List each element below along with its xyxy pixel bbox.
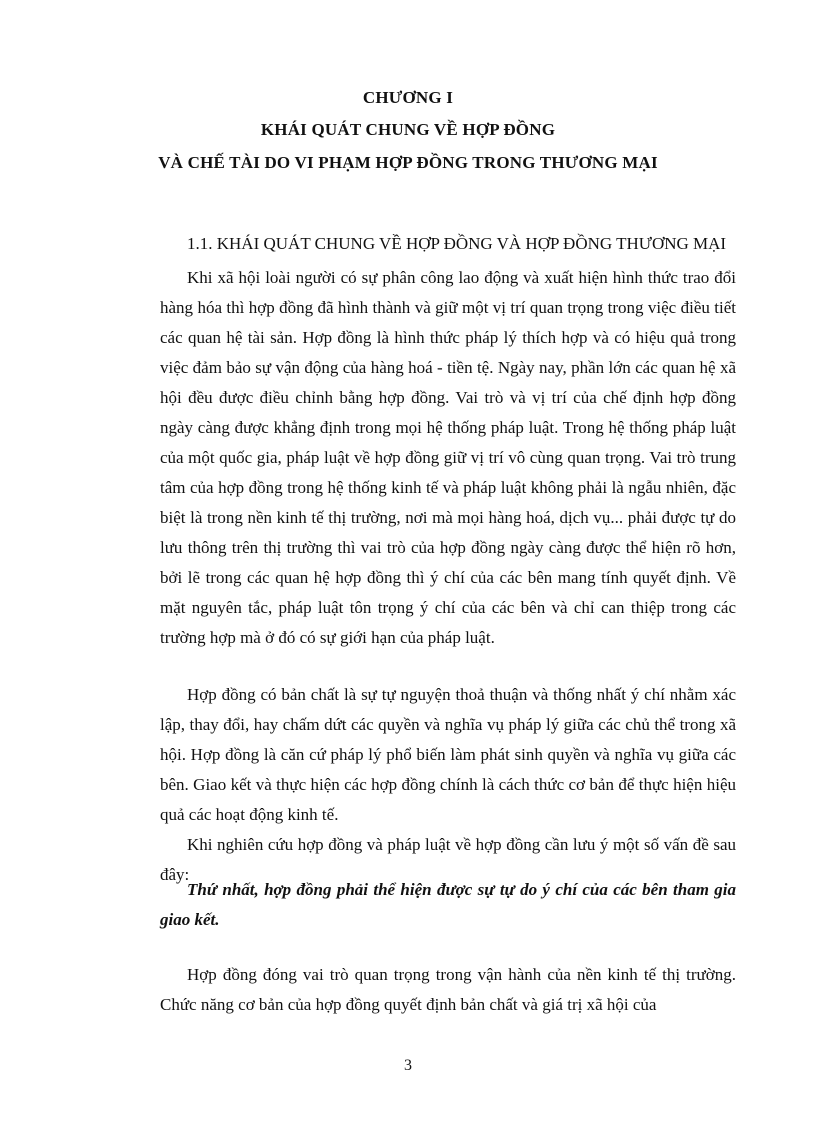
section-heading: 1.1. KHÁI QUÁT CHUNG VỀ HỢP ĐỒNG VÀ HỢP ĐỒNG THƯƠNG MẠI bbox=[187, 234, 727, 253]
paragraph: Khi nghiên cứu hợp đồng và pháp luật về hợp đồng cần lưu ý một số vấn đề sau đây: bbox=[160, 835, 736, 884]
emphasized-paragraph: Thứ nhất, hợp đồng phải thể hiện được sự tự do ý chí của các bên tham gia giao kết. bbox=[160, 880, 736, 929]
chapter-title-line-2: VÀ CHẾ TÀI DO VI PHẠM HỢP ĐỒNG TRONG THƯƠNG MẠI bbox=[158, 153, 658, 172]
paragraph: Hợp đồng đóng vai trò quan trọng trong vận hành của nền kinh tế thị trường. Chức năng cơ bản của hợp đồng quyết định bản chất và giá trị xã hội của bbox=[160, 965, 736, 1014]
chapter-heading: CHƯƠNG I bbox=[362, 88, 454, 107]
page-number: 3 bbox=[404, 1057, 412, 1074]
chapter-title-line-1: KHÁI QUÁT CHUNG VỀ HỢP ĐỒNG bbox=[260, 120, 556, 139]
paragraph: Khi xã hội loài người có sự phân công lao động và xuất hiện hình thức trao đổi hàng hóa thì hợp đồng đã hình thành và giữ một vị trí quan trọng trong việc điều tiết các quan hệ tài sản. Hợp đồng là hình thức pháp lý thích hợp và có hiệu quả trong việc đảm bảo sự vận động của hàng hoá - tiền tệ. Ngày nay, phần lớn các quan hệ xã hội đều được điều chỉnh bằng hợp đồng. Vai trò và vị trí của chế định hợp đồng ngày càng được khẳng định trong mọi hệ thống pháp luật. Trong hệ thống pháp luật của một quốc gia, pháp luật về hợp đồng giữ vị trí vô cùng quan trọng. Vai trò trung tâm của hợp đồng trong hệ thống kinh tế và pháp luật không phải là ngẫu nhiên, đặc biệt là trong nền kinh tế thị trường, nơi mà mọi hàng hoá, dịch vụ... phải được tự do lưu thông trên thị trường thì vai trò của hợp đồng ngày càng được thể hiện rõ hơn, bởi lẽ trong các quan hệ hợp đồng thì ý chí của các bên mang tính quyết định. Về mặt nguyên tắc, pháp luật tôn trọng ý chí của các bên và chỉ can thiệp trong các trường hợp mà ở đó có sự giới hạn của pháp luật. bbox=[160, 268, 736, 647]
paragraph: Hợp đồng có bản chất là sự tự nguyện thoả thuận và thống nhất ý chí nhằm xác lập, thay đổi, hay chấm dứt các quyền và nghĩa vụ pháp lý giữa các chủ thể trong xã hội. Hợp đồng là căn cứ pháp lý phổ biến làm phát sinh quyền và nghĩa vụ giữa các bên. Giao kết và thực hiện các hợp đồng chính là cách thức cơ bản để thực hiện hiệu quả các hoạt động kinh tế. bbox=[160, 685, 736, 824]
